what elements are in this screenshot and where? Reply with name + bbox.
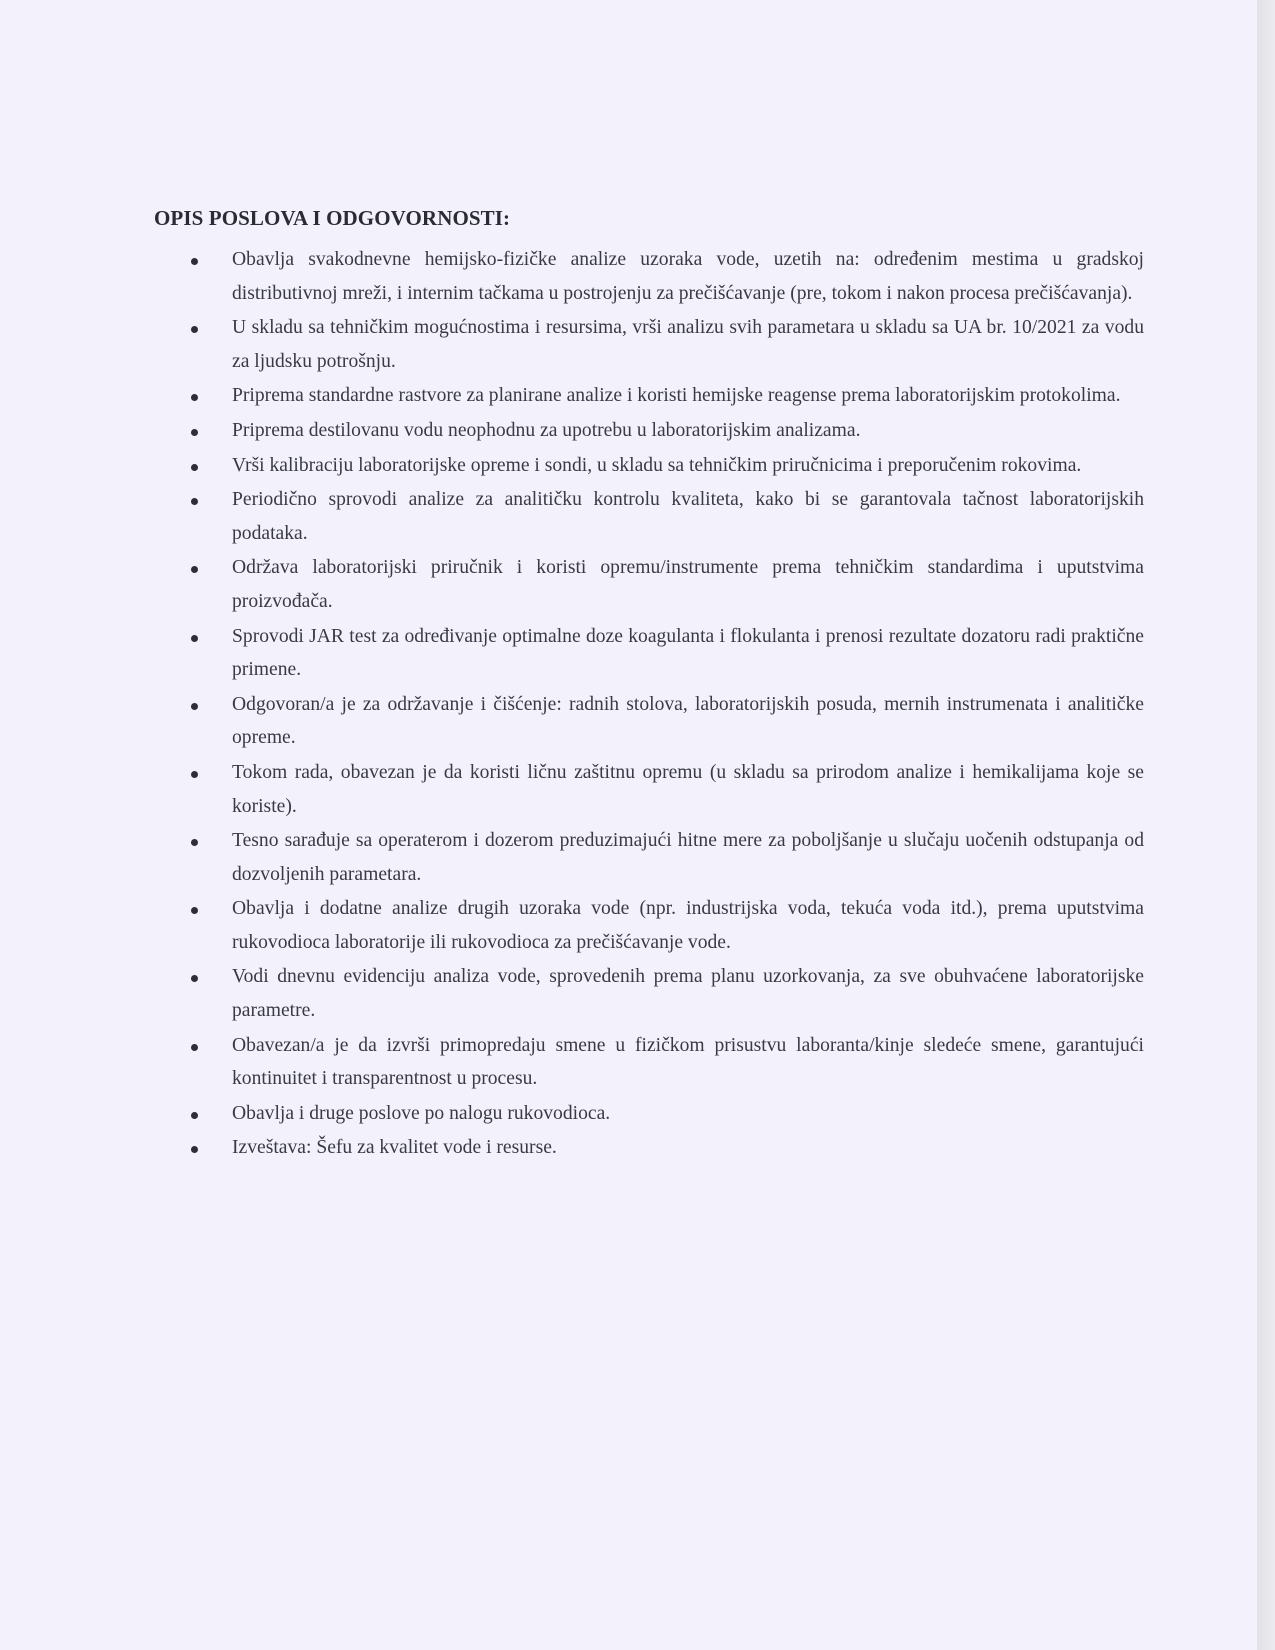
list-item-text: Tokom rada, obavezan je da koristi ličnu zaštitnu opremu (u skladu sa prirodom analize i hemikalijama koje se koriste). [232,761,1144,817]
bullet-icon [191,429,198,436]
list-item [154,379,1134,413]
bullet-icon [191,394,198,401]
scan-edge-strip [1257,0,1275,1650]
list-item [154,414,1134,448]
bullet-icon [191,907,198,914]
bullet-icon [191,975,198,982]
list-item-text: Vrši kalibraciju laboratorijske opreme i sondi, u skladu sa tehničkim priručnicima i preporučenim rokovima. [232,454,1082,476]
list-item-text: Održava laboratorijski priručnik i koristi opremu/instrumente prema tehničkim standardima i uputstvima proizvođača. [232,557,1144,612]
bullet-icon [191,771,198,778]
section-heading: OPIS POSLOVA I ODGOVORNOSTI: [154,206,511,230]
list-item-text: Obavlja i druge poslove po nalogu rukovodioca. [232,1102,611,1124]
list-item-text: Obavezan/a je da izvrši primopredaju smene u fizičkom prisustvu laboranta/kinje sledeće smene, garantujući kontinuitet i transparentnost u procesu. [232,1034,1144,1090]
list-item [154,311,1144,378]
duties-list [154,243,1144,1165]
bullet-icon [191,498,198,505]
list-item-text: Sprovodi JAR test za određivanje optimalne doze koagulanta i flokulanta i prenosi rezultate dozatoru radi praktične primene. [232,625,1144,681]
list-item-text: Priprema destilovanu vodu neophodnu za upotrebu u laboratorijskim analizama. [232,419,861,441]
bullet-icon [191,703,198,710]
list-item [154,483,1144,550]
list-item [154,688,1144,755]
list-item [154,960,1144,1027]
list-item-text: Izveštava: Šefu za kvalitet vode i resurse. [232,1137,557,1159]
bullet-icon [191,464,198,471]
list-item [154,756,1144,823]
list-item-text: Periodično sprovodi analize za analitičku kontrolu kvaliteta, kako bi se garantovala tačnost laboratorijskih podataka. [232,489,1144,544]
bullet-icon [191,1044,198,1051]
list-item [154,824,1144,891]
bullet-icon [191,635,198,642]
list-item [154,243,1144,310]
list-item [154,551,1144,618]
bullet-icon [191,566,198,573]
list-item-text: U skladu sa tehničkim mogućnostima i resursima, vrši analizu svih parametara u skladu sa UA br. 10/2021 za vodu za ljudsku potrošnju. [232,317,1144,372]
list-item [154,1029,1144,1096]
bullet-icon [191,839,198,846]
bullet-icon [191,1146,198,1153]
list-item-text: Obavlja i dodatne analize drugih uzoraka vode (npr. industrijska voda, tekuća voda itd.), prema uputstvima rukovodioca laboratorije ili rukovodioca za prečišćavanje vode. [232,898,1144,953]
list-item-text: Priprema standardne rastvore za planirane analize i koristi hemijske reagense prema laboratorijskim protokolima. [232,385,1121,407]
list-item-text: Odgovoran/a je za održavanje i čišćenje: radnih stolova, laboratorijskih posuda, mernih instrumenata i analitičke opreme. [232,693,1144,749]
list-item [154,449,1134,483]
bullet-icon [191,258,198,265]
list-item [154,1097,1134,1131]
list-item-text: Obavlja svakodnevne hemijsko-fizičke analize uzoraka vode, uzetih na: određenim mestima u gradskoj distributivnoj mreži, i internim tačkama u postrojenju za prečišćavanje (pre, tokom i nakon procesa prečišćavanja). [232,249,1144,304]
bullet-icon [191,326,198,333]
list-item [154,620,1144,687]
job-description-section [154,206,1144,1166]
list-item-text: Tesno sarađuje sa operaterom i dozerom preduzimajući hitne mere za poboljšanje u slučaju uočenih odstupanja od dozvoljenih parametara. [232,830,1144,885]
list-item [154,1131,1134,1165]
bullet-icon [191,1112,198,1119]
list-item [154,892,1144,959]
list-item-text: Vodi dnevnu evidenciju analiza vode, sprovedenih prema planu uzorkovanja, za sve obuhvaćene laboratorijske parametre. [232,966,1144,1022]
